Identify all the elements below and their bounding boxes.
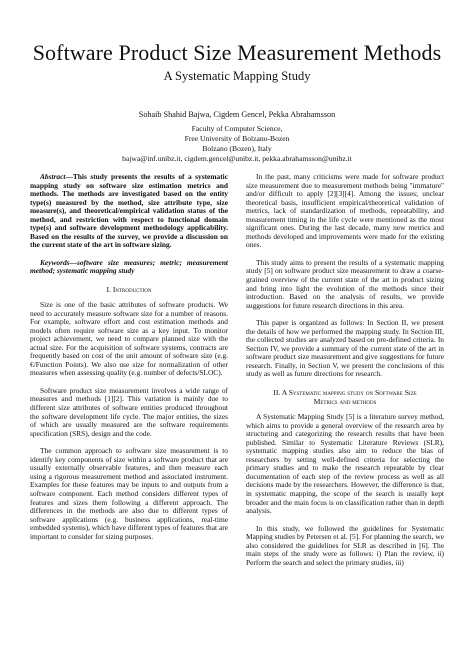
section-heading-mapping-study bbox=[246, 388, 444, 406]
body-paragraph: Size is one of the basic attributes of software products. We need to accurately measure software size for a number of reasons. For example, software effort and cost estimation methods and models often require software size as a key input. To monitor project achievement, we need to compare planned size with the actual size. For the acquisition of software systems, contracts are frequently based on cost of the unit amount of software size (e.g. €/Function Points). We also use size for normalization of other measures when assessing quality (e.g. number of defects/SLOC). bbox=[30, 300, 228, 378]
body-paragraph: In this study, we followed the guidelines for Systematic Mapping studies by Petersen et al. [5]. For planning the search, we also considered the guidelines for SLR as described in [6]. The main steps of the study were as follows: i) Plan the review, ii) Perform the search and select the primary studies, iii) bbox=[246, 523, 444, 567]
keywords-label: Keywords— bbox=[40, 257, 77, 267]
keywords-text: software size measures; metric; measurement method; systematic mapping study bbox=[30, 257, 228, 276]
abstract bbox=[30, 173, 228, 250]
abstract-label: Abstract— bbox=[40, 172, 73, 181]
section-heading-line: II. A Systematic mapping study on Software Size bbox=[273, 388, 417, 398]
right-column bbox=[246, 173, 444, 576]
body-paragraph: In the past, many criticisms were made for software product size measurement due to measurement methods being "immature" and/or difficult to apply [2][3][4]. Among the issues; unclear theoretical basis, insufficient empirical/theoretical validation of metrics, lack of standardization of methods, repeatability, and measurement timing in the life cycle were mentioned as the most significant ones. During the last decade, many new metrics and methods developed and improvements were made for the existing ones. bbox=[246, 172, 444, 250]
body-paragraph: A Systematic Mapping Study [5] is a literature survey method, which aims to provide a general overview of the research area by structuring and categorizing the research results that have been published. Similar to Systematic Literature Reviews (SLR), systematic mapping studies also aim to reduce the bias of researchers by setting well-defined criteria for selecting the primary studies and to make the research repeatable by clear documentation of each step of the review process as well as all decisions made by the researchers. However, the difference is that, in systematic mapping, the scope of the search is usually kept broader and the main focus is on classification rather than in depth analysis. bbox=[246, 412, 444, 516]
body-paragraph: The common approach to software size measurement is to identify key components of size within a software product that are usually externally observable features, and then measure each using a rigorous measurement method and associated instrument. Examples for these features may be inputs to and outputs from a software component. Each method considers different types of features and sizes them following a different approach. The differences in the methods are also due to different types of software applications (e.g. business applications, real-time embedded systems), which have different types of features that are important to consider for sizing purposes. bbox=[30, 446, 228, 541]
left-column bbox=[30, 173, 228, 550]
body-paragraph: This study aims to present the results of a systematic mapping study [5] on software product size measurement to draw a coarse-grained overview of the current state of the art in product sizing and bring into light the evolution of the methods since their introduction. Based on the analysis of results, we provide suggestions for future research directions in this area. bbox=[246, 257, 444, 310]
affiliation-line: Faculty of Computer Science, bbox=[191, 124, 283, 133]
paper-authors: Sohaib Shahid Bajwa, Cigdem Gencel, Pekka Abrahamsson bbox=[138, 110, 336, 119]
section-heading-line: Metrics and methods bbox=[313, 397, 377, 407]
body-paragraph: This paper is organized as follows: In Section II, we present the details of how we performed the mapping study. In Section III, the collected studies are analyzed based on pre-defined criteria. In Section IV, we provide a summary of the current state of the art in software product size measurement and give suggestions for future research. Finally, in Section V, we present the conclusions of this study as well as future directions for research. bbox=[246, 318, 444, 379]
keywords bbox=[30, 259, 228, 276]
affiliation-line: Bolzano (Bozen), Italy bbox=[202, 144, 272, 153]
author-emails: bajwa@inf.unibz.it, cigdem.gencel@unibz.it, pekka.abrahamsson@unibz.it bbox=[122, 154, 352, 163]
paper-subtitle: A Systematic Mapping Study bbox=[163, 69, 311, 83]
body-paragraph: Software product size measurement involves a wide range of measures and methods [1][2]. This variation is mainly due to different size attributes of software entities produced throughout the software development life cycle. The major entities, the sizes of which are usually measured are the software requirements specification (SRS), design and the code. bbox=[30, 385, 228, 438]
section-heading-introduction: I. Introduction bbox=[106, 285, 152, 295]
abstract-text: This study presents the results of a systematic mapping study on software size estimation metrics and methods. The methods are investigated based on the entity type(s) measured by the method, size attribute type, size measure(s), and theoretical/empirical validation status of the method, and restriction with respect to functional domain type(s) and software development methodology applicability. Based on the results of the survey, we provide a discussion on the current state of the art in software sizing. bbox=[30, 172, 228, 250]
author-affiliation bbox=[0, 124, 474, 164]
affiliation-line: Free University of Bolzano-Bozen bbox=[184, 134, 290, 143]
paper-title: Software Product Size Measurement Methods bbox=[32, 40, 442, 65]
